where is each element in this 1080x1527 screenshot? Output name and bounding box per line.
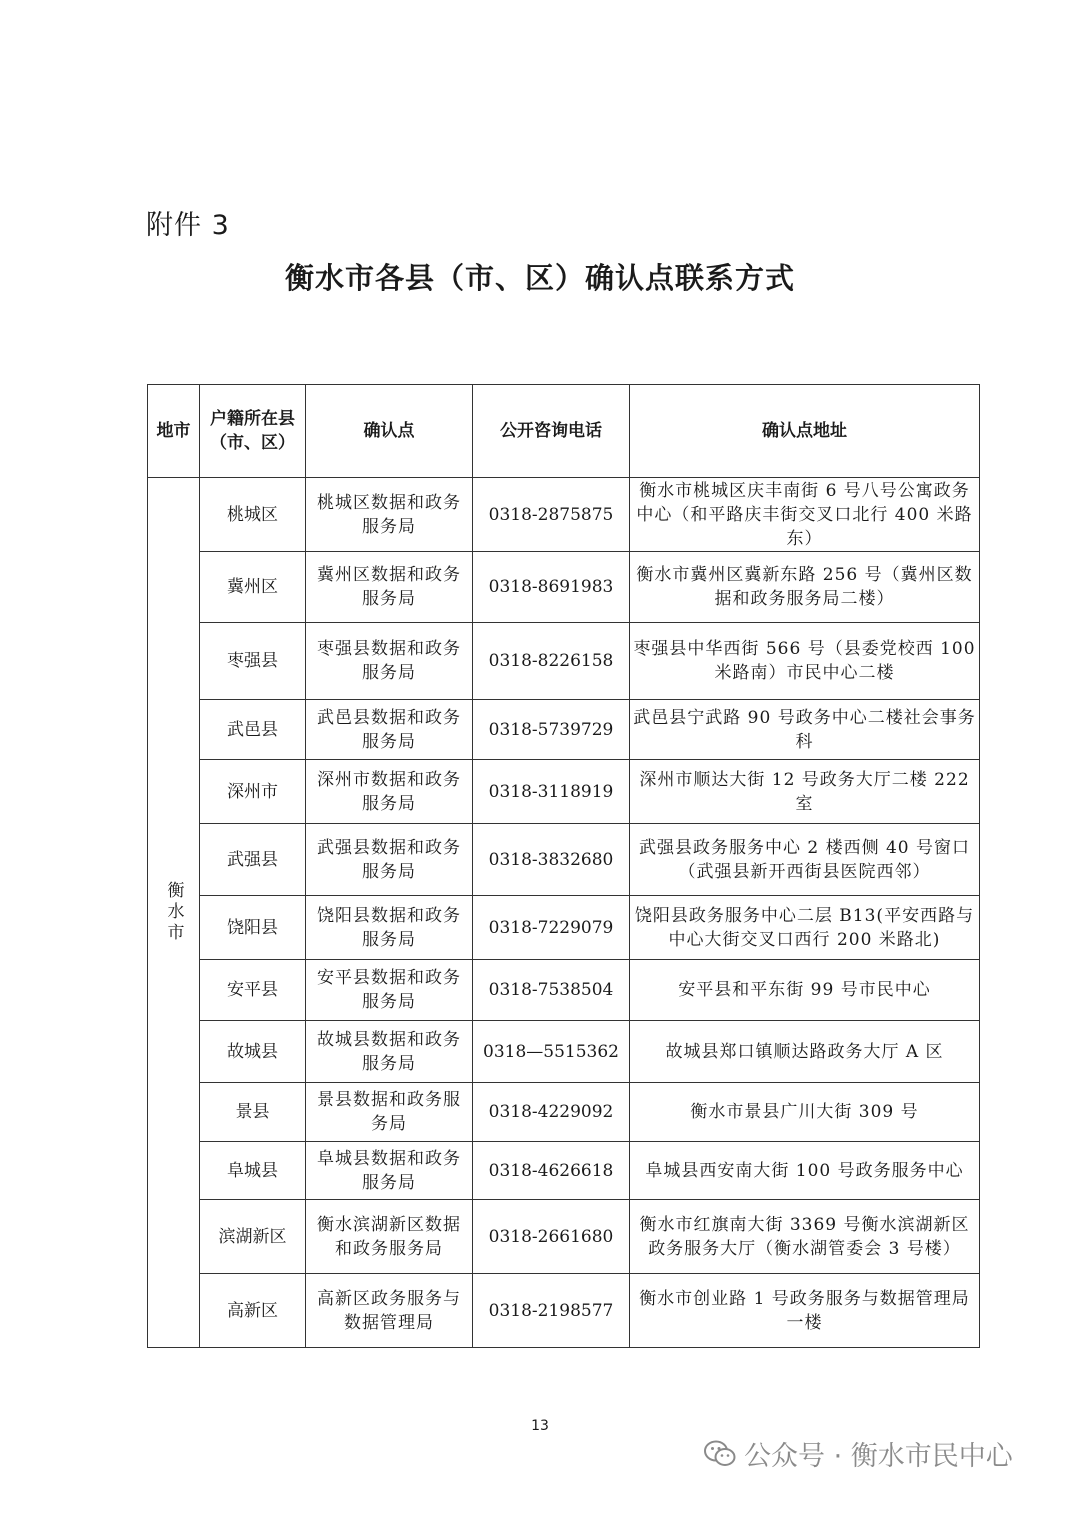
office-cell: 故城县数据和政务服务局	[306, 1021, 473, 1083]
office-cell: 景县数据和政务服务局	[306, 1083, 473, 1142]
header-county	[200, 385, 306, 478]
phone-cell: 0318-8226158	[473, 623, 630, 700]
wechat-icon	[704, 1439, 736, 1469]
table-row	[148, 1083, 980, 1142]
header-city: 地市	[148, 385, 200, 478]
address-cell: 安平县和平东街 99 号市民中心	[630, 960, 980, 1021]
table-row	[148, 623, 980, 700]
city-cell: 衡水市	[148, 478, 200, 1348]
office-cell: 高新区政务服务与数据管理局	[306, 1274, 473, 1348]
phone-cell: 0318-4626618	[473, 1142, 630, 1200]
phone-cell: 0318-3832680	[473, 824, 630, 896]
office-cell: 饶阳县数据和政务服务局	[306, 896, 473, 960]
header-phone: 公开咨询电话	[473, 385, 630, 478]
address-cell: 深州市顺达大街 12 号政务大厅二楼 222 室	[630, 760, 980, 824]
phone-cell: 0318-3118919	[473, 760, 630, 824]
county-cell: 阜城县	[200, 1142, 306, 1200]
address-cell: 饶阳县政务服务中心二层 B13(平安西路与中心大街交叉口西行 200 米路北)	[630, 896, 980, 960]
phone-cell: 0318-7229079	[473, 896, 630, 960]
table-row	[148, 1142, 980, 1200]
county-cell: 武邑县	[200, 700, 306, 760]
address-cell: 阜城县西安南大街 100 号政务服务中心	[630, 1142, 980, 1200]
header-address: 确认点地址	[630, 385, 980, 478]
county-cell: 桃城区	[200, 478, 306, 552]
address-cell: 衡水市景县广川大街 309 号	[630, 1083, 980, 1142]
address-cell: 衡水市冀州区冀新东路 256 号（冀州区数据和政务服务局二楼）	[630, 552, 980, 623]
county-cell: 冀州区	[200, 552, 306, 623]
table-row	[148, 700, 980, 760]
county-cell: 高新区	[200, 1274, 306, 1348]
phone-cell: 0318—5515362	[473, 1021, 630, 1083]
table-row	[148, 1200, 980, 1274]
county-cell: 故城县	[200, 1021, 306, 1083]
address-cell: 武强县政务服务中心 2 楼西侧 40 号窗口（武强县新开西街县医院西邻）	[630, 824, 980, 896]
office-cell: 冀州区数据和政务服务局	[306, 552, 473, 623]
phone-cell: 0318-7538504	[473, 960, 630, 1021]
office-cell: 武强县数据和政务服务局	[306, 824, 473, 896]
page-number: 13	[531, 1418, 549, 1434]
contact-table	[147, 384, 980, 1348]
office-cell: 阜城县数据和政务服务局	[306, 1142, 473, 1200]
county-cell: 滨湖新区	[200, 1200, 306, 1274]
office-cell: 深州市数据和政务服务局	[306, 760, 473, 824]
county-cell: 景县	[200, 1083, 306, 1142]
phone-cell: 0318-2875875	[473, 478, 630, 552]
watermark	[704, 1434, 1013, 1473]
table-row	[148, 760, 980, 824]
county-cell: 安平县	[200, 960, 306, 1021]
phone-cell: 0318-2661680	[473, 1200, 630, 1274]
phone-cell: 0318-2198577	[473, 1274, 630, 1348]
header-office: 确认点	[306, 385, 473, 478]
attachment-label: 附件 3	[146, 210, 230, 241]
county-cell: 饶阳县	[200, 896, 306, 960]
office-cell: 桃城区数据和政务服务局	[306, 478, 473, 552]
page-title: 衡水市各县（市、区）确认点联系方式	[284, 261, 795, 295]
table-row	[148, 478, 980, 552]
table-row	[148, 896, 980, 960]
office-cell: 枣强县数据和政务服务局	[306, 623, 473, 700]
table-row	[148, 960, 980, 1021]
phone-cell: 0318-4229092	[473, 1083, 630, 1142]
county-cell: 深州市	[200, 760, 306, 824]
table-row	[148, 552, 980, 623]
address-cell: 故城县郑口镇顺达路政务大厅 A 区	[630, 1021, 980, 1083]
office-cell: 武邑县数据和政务服务局	[306, 700, 473, 760]
address-cell: 衡水市桃城区庆丰南街 6 号八号公寓政务中心（和平路庆丰街交叉口北行 400 米路东）	[630, 478, 980, 552]
county-cell: 武强县	[200, 824, 306, 896]
header-county-line2: （市、区）	[210, 433, 295, 453]
office-cell: 安平县数据和政务服务局	[306, 960, 473, 1021]
table-row	[148, 1274, 980, 1348]
table-row	[148, 824, 980, 896]
watermark-text: 公众号 · 衡水市民中心	[744, 1441, 1013, 1472]
address-cell: 武邑县宁武路 90 号政务中心二楼社会事务科	[630, 700, 980, 760]
county-cell: 枣强县	[200, 623, 306, 700]
table-header-row	[148, 385, 980, 478]
office-cell: 衡水滨湖新区数据和政务服务局	[306, 1200, 473, 1274]
header-county-line1: 户籍所在县	[210, 409, 295, 429]
phone-cell: 0318-8691983	[473, 552, 630, 623]
table-row	[148, 1021, 980, 1083]
address-cell: 衡水市创业路 1 号政务服务与数据管理局一楼	[630, 1274, 980, 1348]
address-cell: 枣强县中华西街 566 号（县委党校西 100 米路南）市民中心二楼	[630, 623, 980, 700]
address-cell: 衡水市红旗南大街 3369 号衡水滨湖新区政务服务大厅（衡水湖管委会 3 号楼）	[630, 1200, 980, 1274]
phone-cell: 0318-5739729	[473, 700, 630, 760]
